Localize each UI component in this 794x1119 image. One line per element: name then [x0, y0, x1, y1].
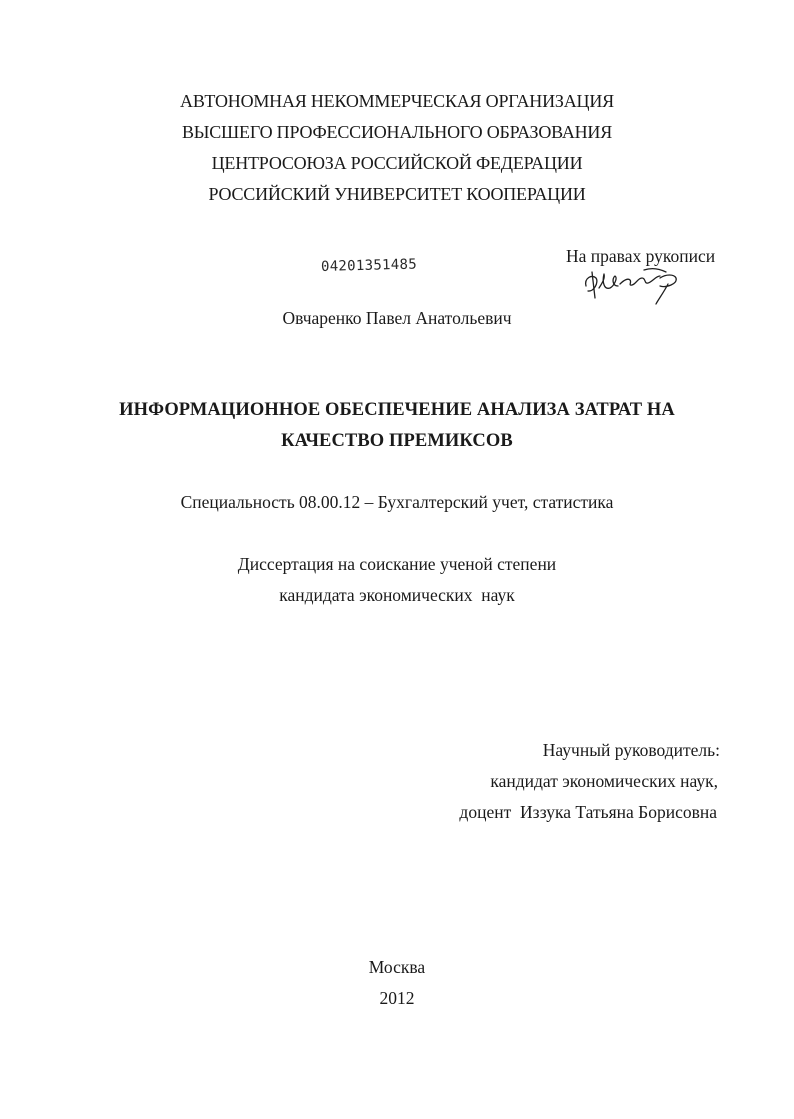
organization-line-1: АВТОНОМНАЯ НЕКОММЕРЧЕСКАЯ ОРГАНИЗАЦИЯ	[180, 91, 614, 111]
degree-line-1: Диссертация на соискание ученой степени	[237, 554, 557, 574]
year: 2012	[379, 988, 415, 1008]
supervisor-label: Научный руководитель:	[542, 740, 720, 760]
author-name: Овчаренко Павел Анатольевич	[282, 308, 512, 328]
organization-line-2: ВЫСШЕГО ПРОФЕССИОНАЛЬНОГО ОБРАЗОВАНИЯ	[181, 122, 613, 142]
dissertation-title-line-2: КАЧЕСТВО ПРЕМИКСОВ	[281, 431, 513, 451]
supervisor-degree: кандидат экономических наук,	[490, 771, 718, 791]
supervisor-name: доцент Иззука Татьяна Борисовна	[459, 802, 717, 822]
organization-line-4: РОССИЙСКИЙ УНИВЕРСИТЕТ КООПЕРАЦИИ	[208, 184, 586, 204]
manuscript-note: На правах рукописи	[566, 246, 716, 266]
organization-line-3: ЦЕНТРОСОЮЗА РОССИЙСКОЙ ФЕДЕРАЦИИ	[211, 153, 583, 173]
registration-stamp: 04201351485	[320, 256, 418, 275]
dissertation-title-line-1: ИНФОРМАЦИОННОЕ ОБЕСПЕЧЕНИЕ АНАЛИЗА ЗАТРАТ НА	[119, 400, 675, 420]
city: Москва	[368, 957, 426, 977]
specialty: Специальность 08.00.12 – Бухгалтерский учет, статистика	[180, 492, 614, 512]
signature-icon	[582, 264, 690, 306]
degree-line-2: кандидата экономических наук	[279, 585, 515, 605]
